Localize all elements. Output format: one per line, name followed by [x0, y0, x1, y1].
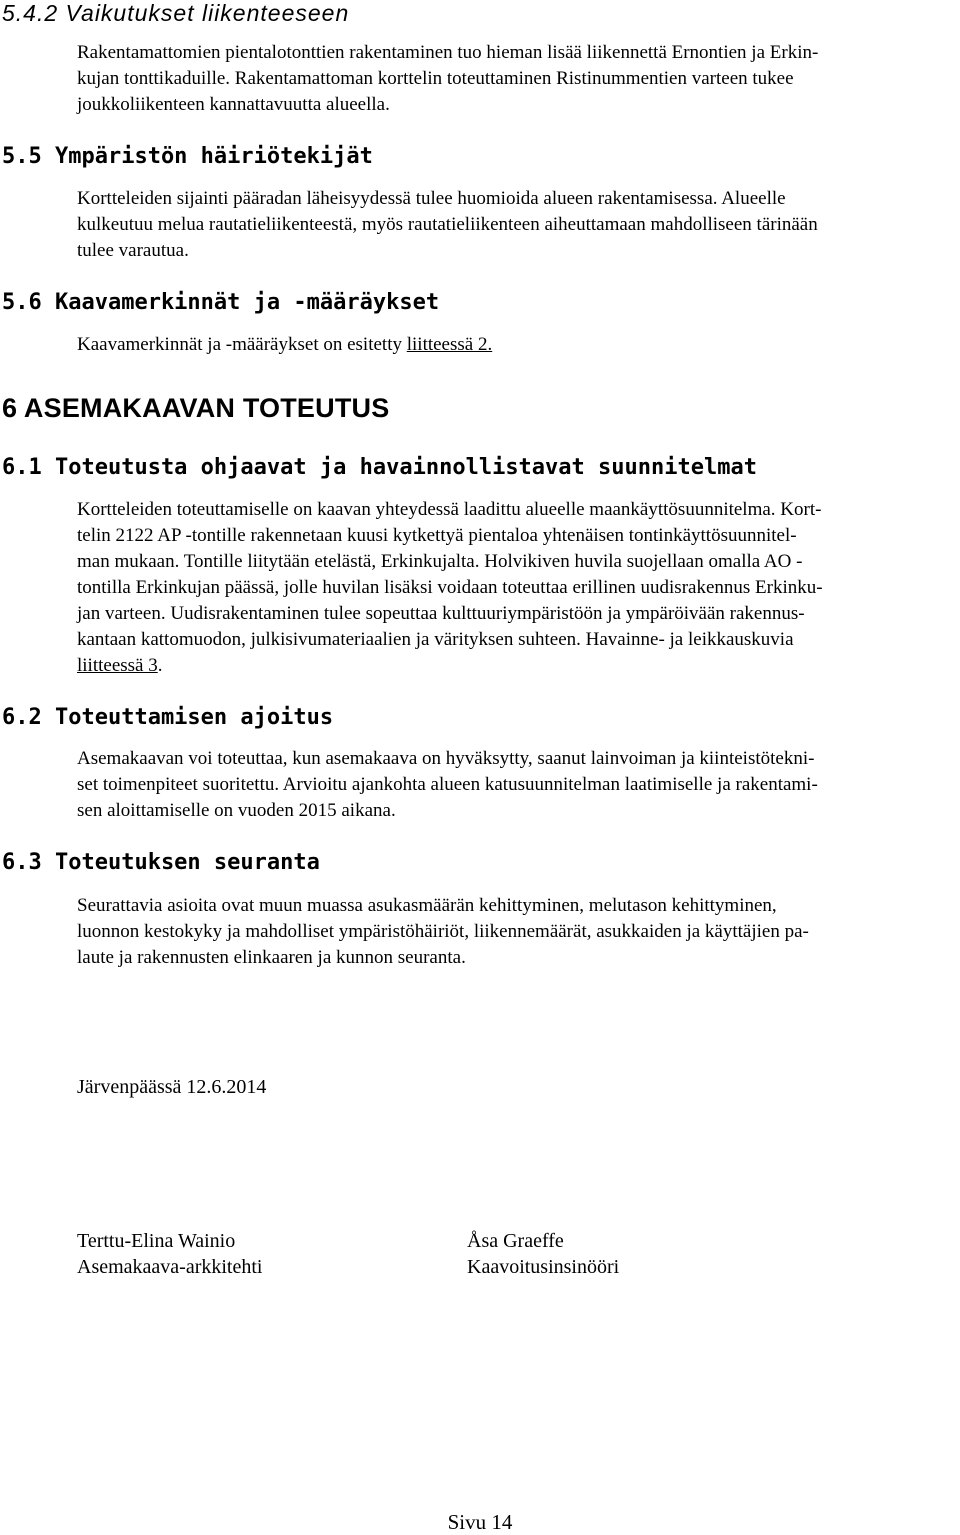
section-heading-6-1: 6.1 Toteutusta ohjaavat ja havainnollistavat suunnitelmat	[2, 455, 757, 480]
paragraph-line	[77, 332, 492, 358]
paragraph-line: tontilla Erkinkujan päässä, jolle huvilan lisäksi voidaan toteuttaa erillinen uudisrakennus Erkinku-	[77, 577, 823, 598]
appendix-3-link[interactable]: liitteessä 3	[77, 655, 158, 676]
paragraph-line: laute ja rakennusten elinkaaren ja kunnon seuranta.	[77, 947, 466, 968]
paragraph-line	[77, 653, 162, 679]
paragraph-line: tulee varautua.	[77, 240, 189, 261]
chapter-heading-6: 6 ASEMAKAAVAN TOTEUTUS	[2, 393, 390, 423]
appendix-2-link[interactable]: liitteessä 2.	[406, 334, 493, 355]
paragraph-line: telin 2122 AP -tontille rakennetaan kuusi kytkettyä pientaloa yhtenäisen tontinkäyttösuunnitel-	[77, 525, 797, 546]
section-heading-6-2: 6.2 Toteuttamisen ajoitus	[2, 705, 334, 730]
paragraph-line: Kortteleiden toteuttamiselle on kaavan yhteydessä laadittu alueelle maankäyttösuunnitelma. Kort-	[77, 499, 822, 520]
paragraph-line: luonnon kestokyky ja mahdolliset ympäristöhäiriöt, liikennemäärät, asukkaiden ja käyttäjien pa-	[77, 921, 809, 942]
paragraph-text: Kaavamerkinnät ja -määräykset on esitetty	[77, 334, 407, 355]
paragraph-line: Rakentamattomien pientalotonttien rakentaminen tuo hieman lisää liikennettä Ernontien ja Erkin-	[77, 42, 819, 63]
place-date: Järvenpäässä 12.6.2014	[77, 1076, 267, 1098]
paragraph-line: Asemakaavan voi toteuttaa, kun asemakaava on hyväksytty, saanut lainvoiman ja kiinteistötekni-	[77, 748, 815, 769]
section-heading-6-3: 6.3 Toteutuksen seuranta	[2, 850, 320, 875]
section-heading-5-5: 5.5 Ympäristön häiriötekijät	[2, 144, 373, 169]
paragraph-line: kujan tonttikaduille. Rakentamattoman korttelin toteuttaminen Ristinummentien varteen tukee	[77, 68, 794, 89]
paragraph-line: Seurattavia asioita ovat muun muassa asukasmäärän kehittyminen, melutason kehittyminen,	[77, 895, 777, 916]
signatory-name: Åsa Graeffe	[467, 1230, 564, 1252]
paragraph-line: kulkeutuu melua rautatieliikenteestä, myös rautatieliikenteen aiheuttamaan mahdolliseen tärinään	[77, 214, 818, 235]
paragraph-line: set toimenpiteet suoritettu. Arvioitu ajankohta alueen katusuunnitelman laatimiselle ja rakentami-	[77, 774, 818, 795]
signatory-name: Terttu-Elina Wainio	[77, 1230, 236, 1252]
signatory-title: Asemakaava-arkkitehti	[77, 1256, 263, 1278]
paragraph-text: .	[157, 655, 163, 676]
paragraph-line: sen aloittamiselle on vuoden 2015 aikana.	[77, 800, 396, 821]
section-heading-5-6: 5.6 Kaavamerkinnät ja -määräykset	[2, 290, 440, 315]
page-number: Sivu 14	[447, 1510, 513, 1534]
signatory-title: Kaavoitusinsinööri	[467, 1256, 620, 1278]
signature-block	[467, 1228, 619, 1280]
section-heading-5-4-2: 5.4.2 Vaikutukset liikenteeseen	[2, 0, 350, 26]
paragraph-line: Kortteleiden sijainti pääradan läheisyydessä tulee huomioida alueen rakentamisessa. Alueelle	[77, 188, 786, 209]
paragraph-line: joukkoliikenteen kannattavuutta alueella.	[77, 94, 390, 115]
signature-block	[77, 1228, 262, 1280]
paragraph-line: jan varteen. Uudisrakentaminen tulee sopeuttaa kulttuuriympäristöön ja ympäröivään rakennus-	[77, 603, 805, 624]
paragraph-line: kantaan kattomuodon, julkisivumateriaalien ja värityksen suhteen. Havainne- ja leikkauskuvia	[77, 629, 794, 650]
paragraph-line: man mukaan. Tontille liitytään etelästä, Erkinkujalta. Holvikiven huvila suojellaan omalla AO -	[77, 551, 803, 572]
